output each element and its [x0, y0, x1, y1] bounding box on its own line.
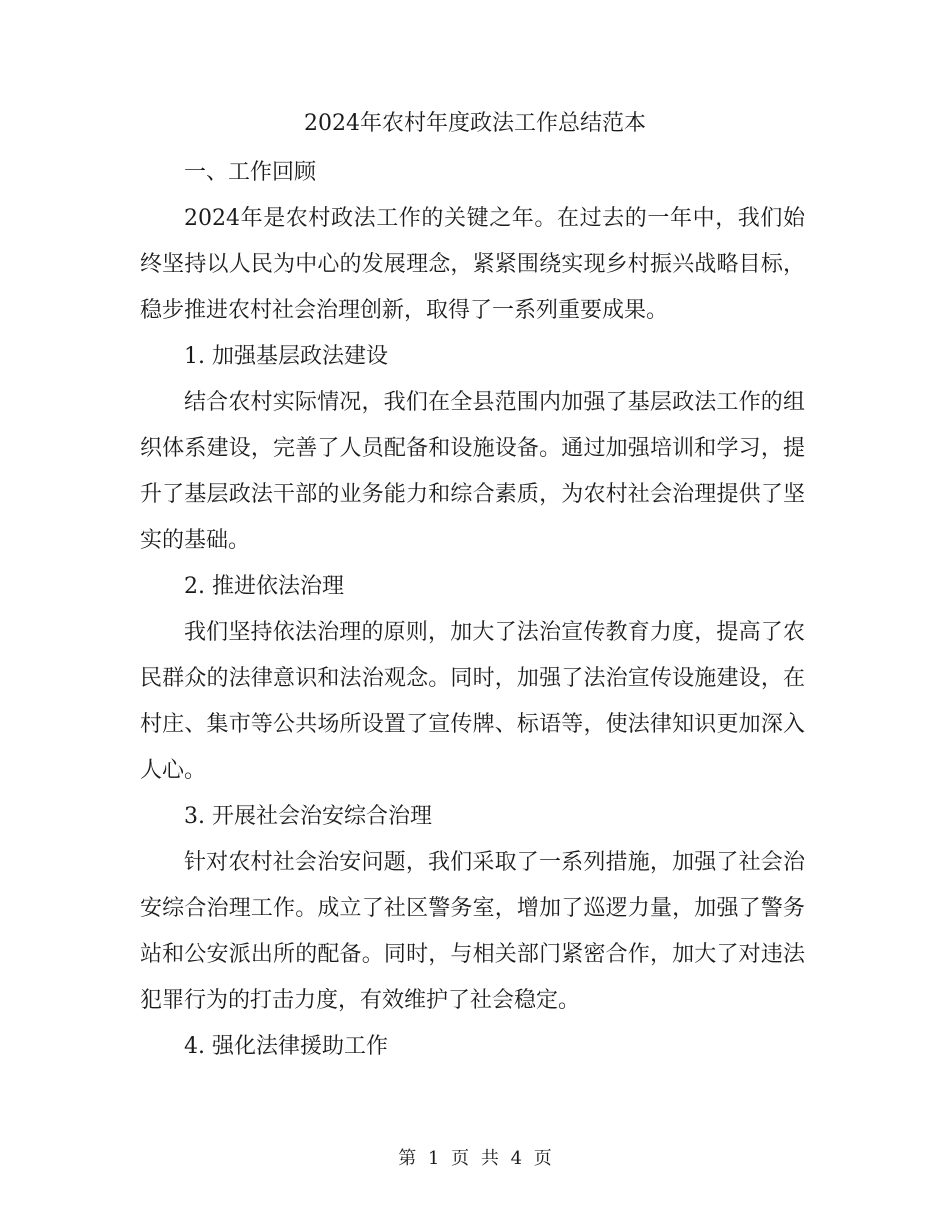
item-heading-3: 3. 开展社会治安综合治理	[184, 804, 432, 829]
page-number: 第 1 页 共 4 页	[398, 1148, 552, 1169]
item-paragraph-2: 我们坚持依法治理的原则，加大了法治宣传教育力度，提高了农民群众的法律意识和法治观念。同时，加强了法治宣传设施建设，在村庄、集市等公共场所设置了宣传牌、标语等，使法律知识更加深入人心。	[140, 620, 805, 783]
item-heading-2: 2. 推进依法治理	[184, 574, 344, 599]
section-heading: 一、工作回顾	[184, 160, 317, 185]
item-paragraph-1: 结合农村实际情况，我们在全县范围内加强了基层政法工作的组织体系建设，完善了人员配备和设施设备。通过加强培训和学习，提升了基层政法干部的业务能力和综合素质，为农村社会治理提供了坚实的基础。	[140, 390, 805, 553]
item-paragraph-3: 针对农村社会治安问题，我们采取了一系列措施，加强了社会治安综合治理工作。成立了社区警务室，增加了巡逻力量，加强了警务站和公安派出所的配备。同时，与相关部门紧密合作，加大了对违法犯罪行为的打击力度，有效维护了社会稳定。	[140, 850, 805, 1013]
document-body	[140, 150, 805, 1070]
document-title: 2024年农村年度政法工作总结范本	[304, 111, 646, 136]
item-heading-1: 1. 加强基层政法建设	[184, 344, 388, 369]
intro-paragraph: 2024年是农村政法工作的关键之年。在过去的一年中，我们始终坚持以人民为中心的发展理念，紧紧围绕实现乡村振兴战略目标，稳步推进农村社会治理创新，取得了一系列重要成果。	[140, 206, 805, 323]
item-heading-4: 4. 强化法律援助工作	[184, 1034, 388, 1059]
